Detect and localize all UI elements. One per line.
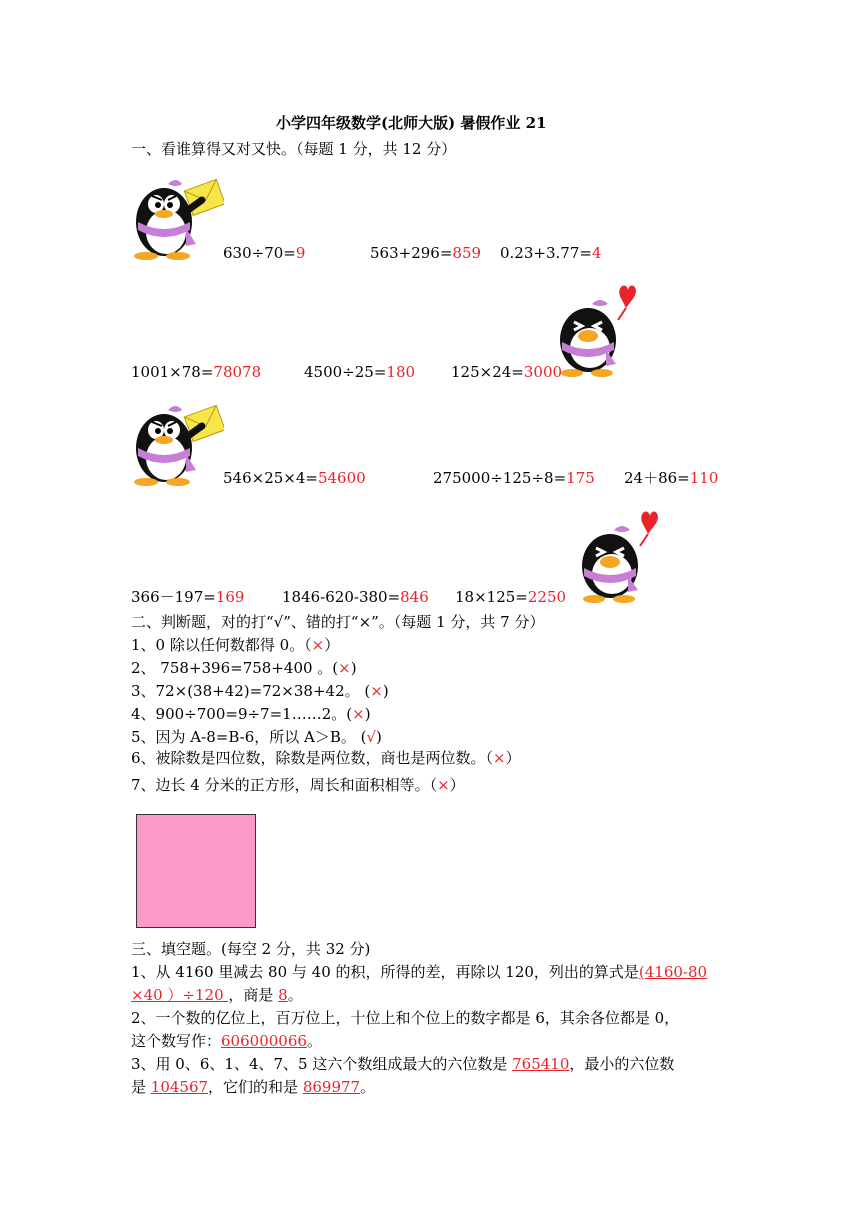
calc-item: 0.23+3.77=4 [500,244,602,262]
calc-item: 630÷70=9 [223,244,306,262]
section2-heading: 二、判断题，对的打“√”、错的打“×”。（每题 1 分，共 7 分） [131,613,545,631]
calc-item: 546×25×4=54600 [223,469,366,487]
judge-item: 5、因为 A-8=B-6，所以 A＞B。 (√) [131,728,382,746]
calc-item: 275000÷125÷8=175 [433,469,595,487]
calc-item: 24＋86=110 [624,469,719,487]
judge-item: 7、边长 4 分米的正方形，周长和面积相等。（×） [131,776,465,794]
fill-item-2-cont: 这个数写作：606000066。 [131,1032,322,1050]
fill-item-3-cont: 是 104567，它们的和是 869977。 [131,1078,376,1096]
calc-item: 366－197=169 [131,588,245,606]
penguin-heart-icon [552,278,638,378]
judge-item: 4、900÷700=9÷7=1……2。(×) [131,705,371,723]
penguin-envelope-icon [128,396,224,488]
fill-item-1-cont: ×40 ）÷120 ，商是 8。 [131,986,303,1004]
fill-item-3: 3、用 0、6、1、4、7、5 这六个数组成最大的六位数是 765410，最小的六位数 [131,1055,675,1073]
fill-item-2: 2、一个数的亿位上，百万位上，十位上和个位上的数字都是 6，其余各位都是 0， [131,1009,680,1027]
judge-item: 3、72×(38+42)=72×38+42。 (×) [131,682,389,700]
section3-heading: 三、填空题。(每空 2 分，共 32 分) [131,940,371,958]
pink-square [136,814,256,928]
judge-item: 2、 758+396=758+400 。(×) [131,659,357,677]
calc-item: 1846-620-380=846 [282,588,429,606]
judge-item: 1、0 除以任何数都得 0。（×） [131,636,340,654]
calc-item: 1001×78=78078 [131,363,262,381]
calc-item: 4500÷25=180 [304,363,416,381]
calc-item: 125×24=3000 [451,363,563,381]
page-title: 小学四年级数学(北师大版) 暑假作业 21 [276,114,547,132]
penguin-heart-icon [574,504,660,604]
calc-item: 18×125=2250 [455,588,567,606]
section1-heading: 一、看谁算得又对又快。（每题 1 分，共 12 分） [131,140,457,158]
calc-item: 563+296=859 [370,244,482,262]
fill-item-1: 1、从 4160 里减去 80 与 40 的积，所得的差，再除以 120，列出的算式是(4160-80 [131,963,708,981]
penguin-envelope-icon [128,170,224,262]
judge-item: 6、被除数是四位数，除数是两位数，商也是两位数。（×） [131,749,521,767]
